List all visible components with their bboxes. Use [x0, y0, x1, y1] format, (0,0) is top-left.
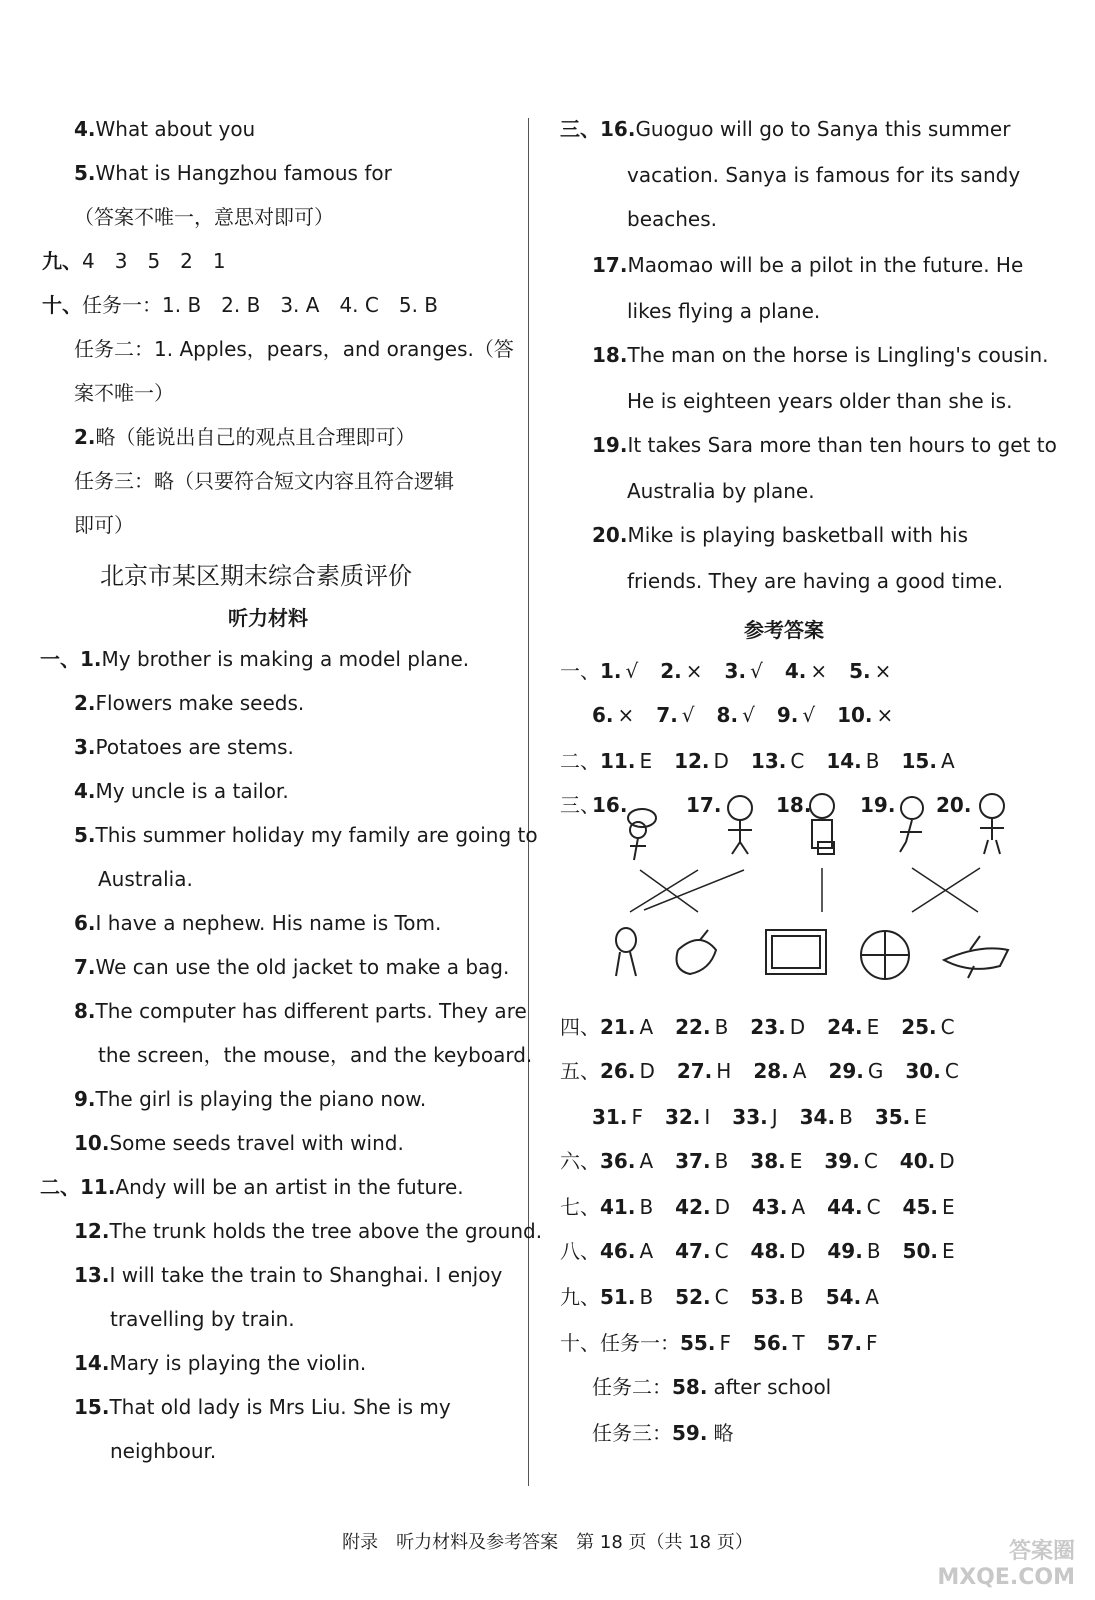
answer-number: 21. — [600, 1015, 636, 1039]
answer-value: A — [792, 1059, 807, 1083]
answer-number: 34. — [799, 1105, 836, 1129]
answer-value: B — [714, 1149, 729, 1173]
text-line — [74, 1350, 366, 1376]
text-line — [627, 298, 820, 324]
line-text: 任务二：1. Apples，pears，and oranges.（答 — [74, 337, 514, 361]
answer-value: B — [714, 1015, 729, 1039]
line-number: 20. — [592, 523, 628, 547]
answer-value: D — [939, 1149, 955, 1173]
answer-value: C — [714, 1239, 729, 1263]
answer-number: 55. — [680, 1331, 716, 1355]
line-text: The girl is playing the piano now. — [95, 1087, 427, 1111]
answer-number: 41. — [600, 1195, 636, 1219]
line-number: 5. — [74, 161, 96, 185]
line-text: 案不唯一） — [74, 381, 174, 405]
answer-number: 4. — [784, 659, 807, 683]
line-text: Potatoes are stems. — [95, 735, 294, 759]
answer-number: 39. — [824, 1149, 860, 1173]
column-divider — [528, 118, 529, 1486]
line-text: 即可） — [74, 513, 134, 537]
text-line — [74, 1218, 542, 1244]
answer-value: B — [790, 1285, 804, 1309]
answer-number: 50. — [902, 1239, 938, 1263]
line-number: 12. — [74, 1219, 110, 1243]
answer-number: 29. — [828, 1059, 864, 1083]
girl-icon — [616, 928, 636, 976]
line-text: He is eighteen years older than she is. — [627, 389, 1013, 413]
answer-number: 12. — [674, 749, 710, 773]
line-number: 十、 — [42, 293, 82, 317]
line-number: 二、11. — [40, 1175, 116, 1199]
line-text: What is Hangzhou famous for — [95, 161, 392, 185]
line-number: 19. — [592, 433, 628, 457]
line-text: I have a nephew. His name is Tom. — [95, 911, 442, 935]
line-number: 17. — [592, 253, 628, 277]
answer-value: √ — [802, 703, 816, 727]
horse-rider-icon — [677, 930, 717, 974]
answer-number: 22. — [675, 1015, 711, 1039]
answer-number: 43. — [752, 1195, 788, 1219]
line-number: 三、16. — [560, 117, 636, 141]
line-number: 10. — [74, 1131, 110, 1155]
answer-row — [560, 658, 891, 684]
section-title: 北京市某区期末综合素质评价 — [100, 562, 412, 590]
answer-number: 26. — [600, 1059, 636, 1083]
text-line — [627, 568, 1003, 594]
line-text: This summer holiday my family are going to — [95, 823, 538, 847]
answer-number: 1. — [600, 659, 622, 683]
line-text: travelling by train. — [110, 1307, 295, 1331]
text-line — [74, 204, 334, 230]
line-number: 6. — [74, 911, 96, 935]
task-row — [592, 1374, 831, 1400]
line-number: 4. — [74, 779, 96, 803]
text-line — [592, 342, 1049, 368]
answer-number: 15. — [901, 749, 937, 773]
line-text: friends. They are having a good time. — [627, 569, 1004, 593]
answer-number: 48. — [750, 1239, 786, 1263]
answer-number: 36. — [600, 1149, 636, 1173]
line-number: 13. — [74, 1263, 110, 1287]
task-number: 58. — [672, 1375, 708, 1399]
line-number: 5. — [74, 823, 96, 847]
answer-number: 14. — [826, 749, 862, 773]
answers-title: 参考答案 — [744, 618, 824, 642]
answer-value: I — [704, 1105, 711, 1129]
answer-number: 37. — [675, 1149, 711, 1173]
answer-prefix: 六、 — [560, 1149, 600, 1173]
line-text: Some seeds travel with wind. — [109, 1131, 404, 1155]
answer-row — [560, 1014, 955, 1040]
line-number: 2. — [74, 425, 96, 449]
answer-value: A — [639, 1239, 654, 1263]
answer-number: 38. — [750, 1149, 786, 1173]
answer-value: A — [791, 1195, 806, 1219]
line-text: Andy will be an artist in the future. — [115, 1175, 464, 1199]
line-text: the screen，the mouse，and the keyboard. — [98, 1043, 533, 1067]
text-line — [592, 252, 1023, 278]
answer-number: 53. — [750, 1285, 787, 1309]
line-text: The trunk holds the tree above the ground. — [109, 1219, 543, 1243]
listening-title: 听力材料 — [228, 606, 308, 630]
answer-value: E — [914, 1105, 927, 1129]
answer-prefix: 十、任务一： — [560, 1331, 680, 1355]
line-number: 14. — [74, 1351, 110, 1375]
text-line — [110, 1306, 295, 1332]
answer-value: B — [865, 749, 880, 773]
answer-number: 8. — [716, 703, 739, 727]
person-19-icon — [900, 797, 923, 852]
answer-number: 42. — [675, 1195, 711, 1219]
line-text: It takes Sara more than ten hours to get to — [627, 433, 1057, 457]
match-label: 18. — [776, 793, 812, 817]
answer-number: 57. — [826, 1331, 863, 1355]
line-text: My brother is making a model plane. — [101, 647, 470, 671]
text-line — [74, 512, 134, 538]
text-line — [74, 690, 304, 716]
answer-value: A — [940, 749, 955, 773]
text-line — [74, 910, 441, 936]
answer-number: 46. — [600, 1239, 636, 1263]
answer-value: E — [789, 1149, 803, 1173]
answer-number: 40. — [899, 1149, 936, 1173]
line-text: Flowers make seeds. — [95, 691, 305, 715]
task-answer: 略 — [713, 1421, 734, 1445]
answer-value: T — [792, 1331, 805, 1355]
match-prefix: 三、 — [560, 793, 600, 817]
answer-value: × — [874, 659, 892, 683]
line-text: That old lady is Mrs Liu. She is my — [109, 1395, 451, 1419]
answer-number: 31. — [592, 1105, 628, 1129]
answer-value: √ — [681, 703, 695, 727]
answer-number: 23. — [750, 1015, 786, 1039]
answer-value: × — [810, 659, 828, 683]
answer-number: 24. — [827, 1015, 863, 1039]
line-text: neighbour. — [110, 1439, 217, 1463]
line-text: I will take the train to Shanghai. I enjoy — [109, 1263, 503, 1287]
person-20-icon — [980, 794, 1004, 854]
match-label: 17. — [686, 793, 722, 817]
answer-number: 32. — [664, 1105, 701, 1129]
answer-number: 25. — [901, 1015, 937, 1039]
task-prefix: 任务二： — [592, 1375, 672, 1399]
line-text: What about you — [95, 117, 256, 141]
text-line — [74, 380, 174, 406]
line-text: likes flying a plane. — [627, 299, 821, 323]
match-label: 16. — [592, 793, 628, 817]
task-row — [592, 1420, 733, 1446]
answer-number: 5. — [849, 659, 871, 683]
answer-number: 11. — [600, 749, 636, 773]
text-line — [98, 1042, 532, 1068]
answer-value: B — [839, 1105, 853, 1129]
text-line — [98, 866, 193, 892]
text-line — [40, 1174, 464, 1200]
answer-value: C — [866, 1195, 881, 1219]
line-text: My uncle is a tailor. — [95, 779, 289, 803]
answer-value: D — [639, 1059, 655, 1083]
answer-value: C — [790, 749, 805, 773]
text-line — [74, 1130, 404, 1156]
answer-number: 47. — [675, 1239, 711, 1263]
line-text: vacation. Sanya is famous for its sandy — [627, 163, 1021, 187]
answer-value: A — [639, 1149, 654, 1173]
airplane-icon — [944, 936, 1008, 978]
answer-value: F — [719, 1331, 731, 1355]
match-label: 19. — [860, 793, 896, 817]
line-number: 9. — [74, 1087, 96, 1111]
answer-number: 7. — [656, 703, 678, 727]
answer-prefix: 五、 — [560, 1059, 600, 1083]
answer-value: × — [685, 659, 703, 683]
answer-value: √ — [742, 703, 755, 727]
answer-row — [560, 1330, 878, 1356]
answer-value: D — [714, 1195, 731, 1219]
answer-number: 6. — [592, 703, 614, 727]
answer-value: J — [771, 1105, 778, 1129]
line-text: 任务一：1. B 2. B 3. A 4. C 5. B — [82, 293, 439, 317]
text-line — [74, 468, 454, 494]
answer-row — [560, 1194, 955, 1220]
answer-value: × — [876, 703, 894, 727]
answer-number: 30. — [905, 1059, 941, 1083]
answer-value: E — [941, 1195, 955, 1219]
watermark-logo: 答案圈 MXQE.COM — [937, 1539, 1075, 1590]
line-text: beaches. — [627, 207, 718, 231]
line-text: We can use the old jacket to make a bag. — [95, 955, 510, 979]
answer-prefix: 一、 — [560, 659, 600, 683]
answer-number: 45. — [902, 1195, 938, 1219]
text-line — [74, 116, 255, 142]
text-line — [627, 162, 1020, 188]
answer-prefix: 二、 — [560, 749, 600, 773]
line-text: The man on the horse is Lingling's cousin. — [627, 343, 1049, 367]
line-number: 2. — [74, 691, 96, 715]
answer-prefix: 八、 — [560, 1239, 600, 1263]
task-number: 59. — [672, 1421, 708, 1445]
line-text: Mike is playing basketball with his — [627, 523, 968, 547]
line-text: 任务三：略（只要符合短文内容且符合逻辑 — [74, 469, 454, 493]
answer-row — [592, 1104, 927, 1130]
picture-frame-icon — [766, 930, 826, 974]
answer-number: 35. — [874, 1105, 911, 1129]
text-line — [592, 522, 968, 548]
line-text: Australia by plane. — [627, 479, 815, 503]
line-text: Guoguo will go to Sanya this summer — [635, 117, 1011, 141]
text-line — [40, 646, 469, 672]
answer-value: H — [716, 1059, 732, 1083]
answer-number: 3. — [724, 659, 747, 683]
answer-number: 9. — [776, 703, 799, 727]
person-18-icon — [810, 794, 834, 854]
answer-number: 10. — [837, 703, 873, 727]
task-answer: after school — [713, 1375, 832, 1399]
answer-value: × — [617, 703, 635, 727]
text-line — [74, 424, 416, 450]
text-line — [627, 478, 815, 504]
line-number: 7. — [74, 955, 96, 979]
text-line — [627, 388, 1012, 414]
line-number: 15. — [74, 1395, 110, 1419]
text-line — [74, 822, 538, 848]
answer-value: D — [713, 749, 729, 773]
answer-value: C — [714, 1285, 729, 1309]
answer-value: A — [865, 1285, 879, 1309]
line-text: The computer has different parts. They are — [95, 999, 527, 1023]
line-number: 18. — [592, 343, 628, 367]
answer-row — [560, 1284, 879, 1310]
text-line — [592, 432, 1057, 458]
answer-value: B — [639, 1195, 654, 1219]
line-text: Australia. — [98, 867, 193, 891]
match-label: 20. — [936, 793, 972, 817]
answer-row — [560, 1238, 955, 1264]
answer-number: 49. — [827, 1239, 863, 1263]
answer-value: A — [639, 1015, 654, 1039]
answer-value: E — [941, 1239, 955, 1263]
text-line — [110, 1438, 216, 1464]
matching-figure — [560, 780, 1040, 1010]
answer-number: 44. — [827, 1195, 863, 1219]
answer-value: D — [789, 1015, 806, 1039]
answer-number: 2. — [660, 659, 682, 683]
text-line — [560, 116, 1010, 142]
line-text: 略（能说出自己的观点且合理即可） — [95, 425, 416, 449]
answer-row — [560, 748, 955, 774]
answer-number: 56. — [752, 1331, 789, 1355]
answer-value: √ — [625, 659, 639, 683]
text-line — [74, 734, 294, 760]
answer-number: 52. — [675, 1285, 711, 1309]
text-line — [627, 206, 717, 232]
line-text: Maomao will be a pilot in the future. He — [627, 253, 1024, 277]
answer-value: G — [867, 1059, 884, 1083]
line-number: 3. — [74, 735, 96, 759]
line-text: Mary is playing the violin. — [109, 1351, 367, 1375]
task-prefix: 任务三： — [592, 1421, 672, 1445]
text-line — [74, 1394, 451, 1420]
line-number: 4. — [74, 117, 96, 141]
answer-value: E — [866, 1015, 880, 1039]
answer-prefix: 七、 — [560, 1195, 600, 1219]
text-line — [42, 248, 226, 274]
text-line — [74, 778, 289, 804]
answer-value: E — [639, 749, 653, 773]
text-line — [74, 1262, 502, 1288]
answer-prefix: 九、 — [560, 1285, 600, 1309]
line-number: 九、 — [42, 249, 82, 273]
person-17-icon — [728, 796, 752, 854]
answer-value: C — [944, 1059, 959, 1083]
answer-value: C — [940, 1015, 955, 1039]
line-text: （答案不唯一，意思对即可） — [74, 205, 334, 229]
answer-number: 51. — [600, 1285, 636, 1309]
answer-value: B — [639, 1285, 654, 1309]
answer-value: F — [631, 1105, 643, 1129]
line-text: 4 3 5 2 1 — [82, 249, 226, 273]
answer-value: √ — [750, 659, 763, 683]
text-line — [74, 336, 514, 362]
answer-value: B — [866, 1239, 881, 1263]
answer-number: 54. — [825, 1285, 862, 1309]
basketball-icon — [861, 931, 909, 979]
answer-number: 13. — [750, 749, 787, 773]
answer-row — [560, 1148, 955, 1174]
answer-number: 28. — [753, 1059, 789, 1083]
text-line — [74, 998, 527, 1024]
text-line — [74, 1086, 426, 1112]
line-number: 一、1. — [40, 647, 102, 671]
answer-number: 27. — [676, 1059, 713, 1083]
text-line — [74, 160, 392, 186]
line-number: 8. — [74, 999, 96, 1023]
answer-value: F — [866, 1331, 878, 1355]
answer-prefix: 四、 — [560, 1015, 600, 1039]
answer-row — [560, 1058, 959, 1084]
answer-row — [592, 702, 893, 728]
person-16-icon — [628, 809, 656, 860]
text-line — [74, 954, 509, 980]
answer-number: 33. — [732, 1105, 768, 1129]
answer-value: C — [863, 1149, 878, 1173]
page-footer: 附录 听力材料及参考答案 第 18 页（共 18 页） — [342, 1532, 753, 1553]
answer-value: D — [789, 1239, 806, 1263]
text-line — [42, 292, 438, 318]
